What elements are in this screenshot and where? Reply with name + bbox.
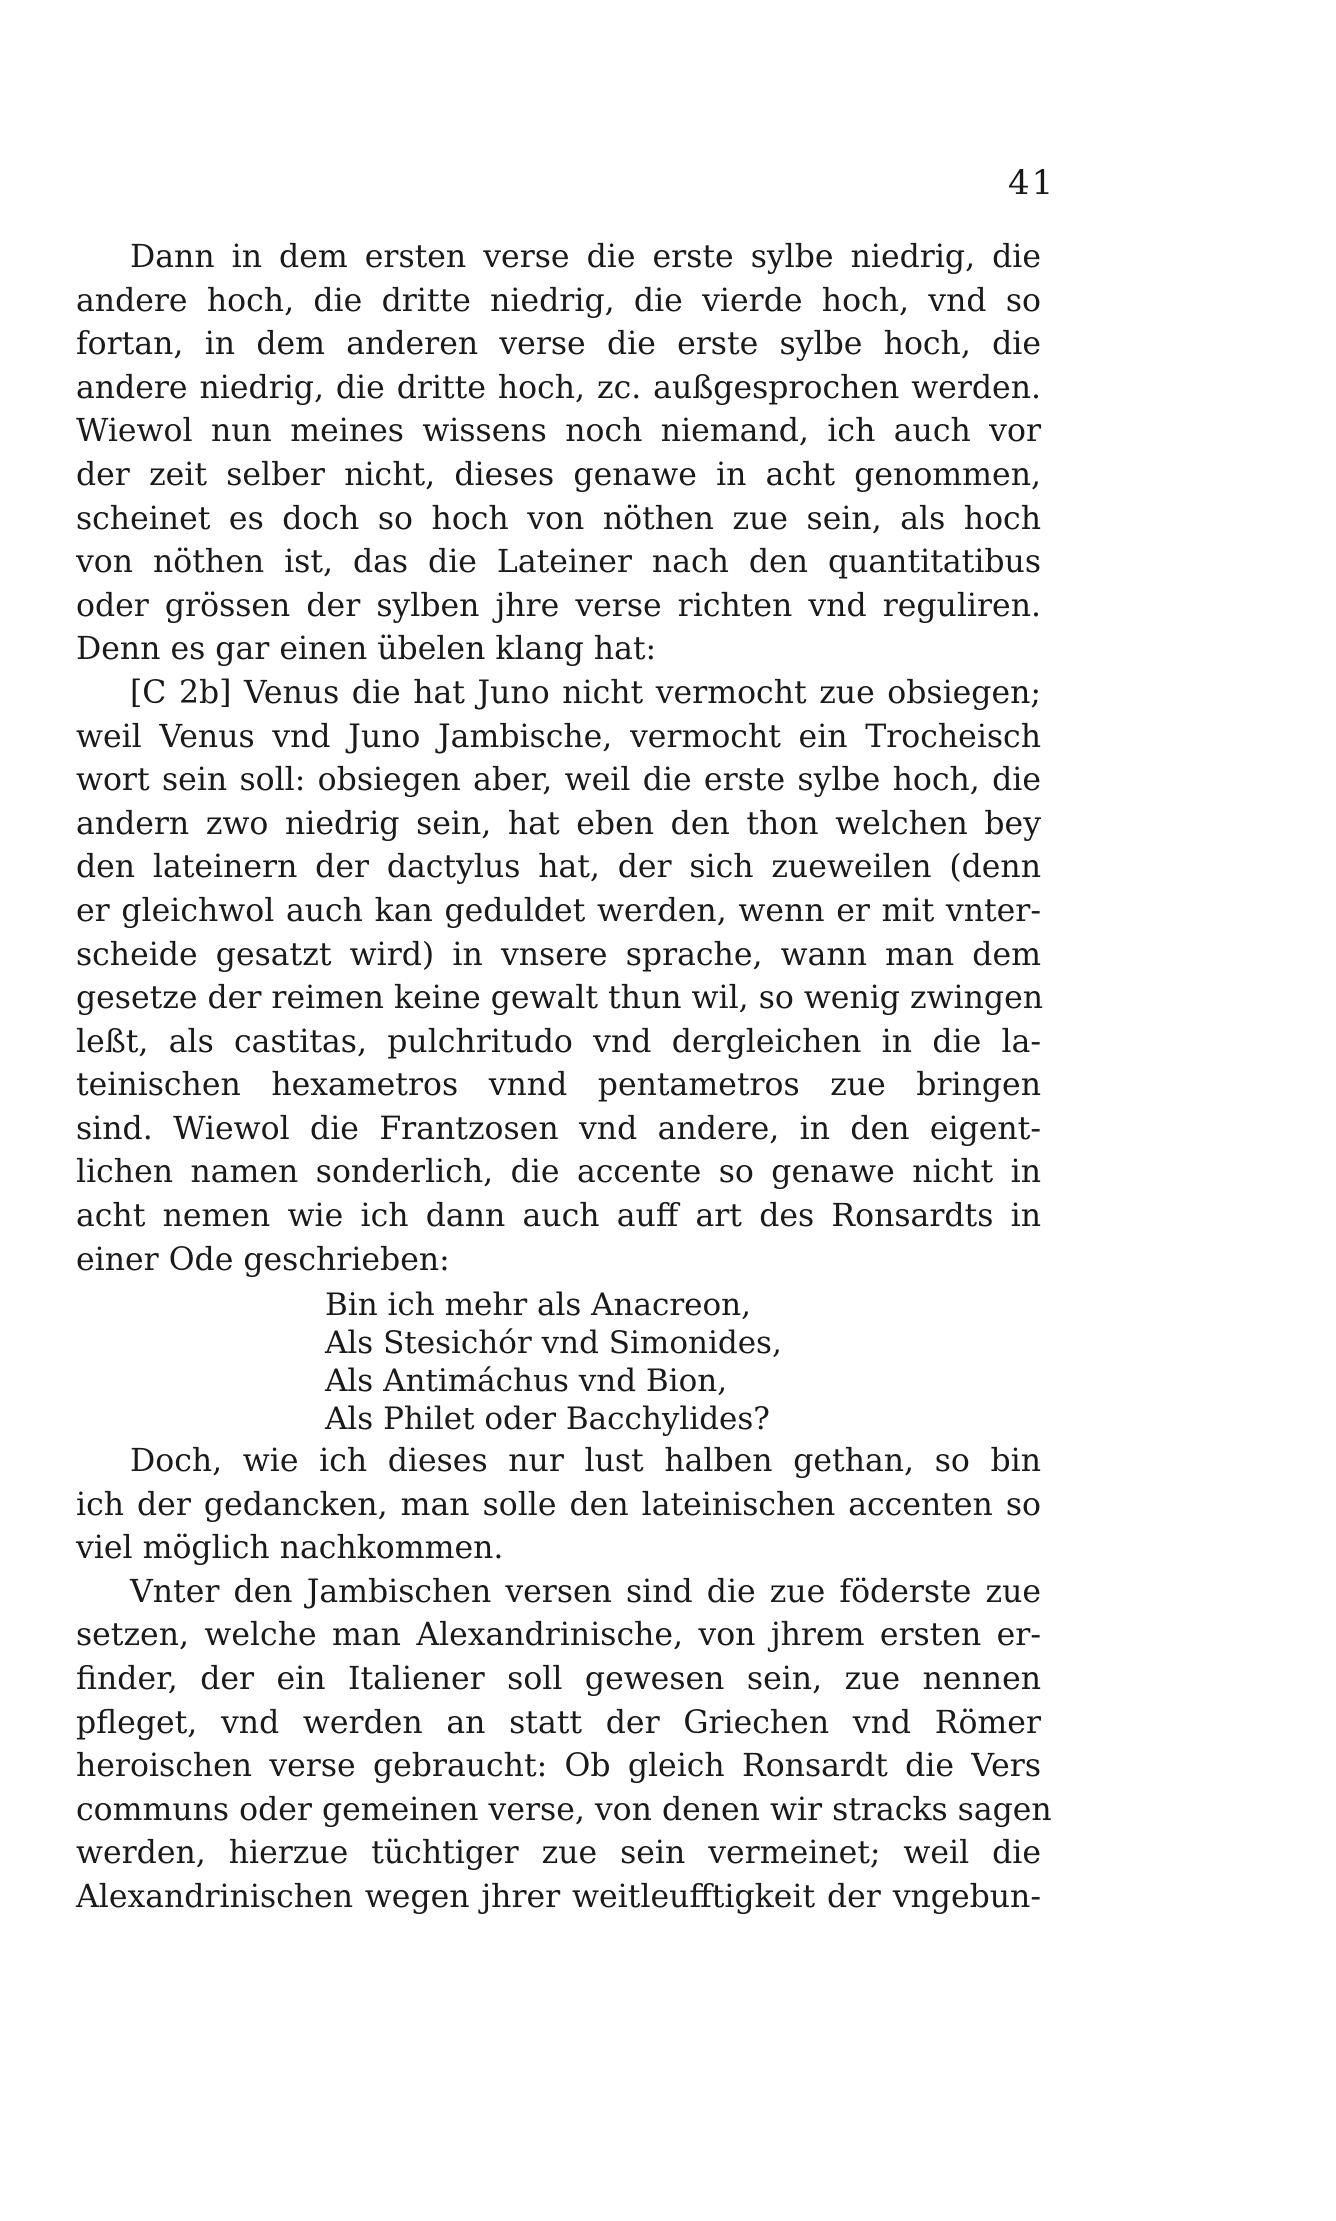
page-number: 41 — [1008, 163, 1056, 203]
text-line: Denn es gar einen übelen klang hat: — [76, 631, 657, 668]
text-line: werden, hierzue tüchtiger zue sein vermeinet; weil die — [76, 1835, 1041, 1872]
text-line: einer Ode geschrieben: — [76, 1241, 450, 1278]
text-line: andern zwo niedrig sein, hat eben den thon welchen bey — [76, 805, 1041, 842]
text-line: Vnter den Jambischen versen sind die zue föderste zue — [130, 1573, 1041, 1610]
verse-line: Als Philet oder Bacchylides? — [325, 1401, 770, 1437]
quoted-verse — [325, 1286, 925, 1438]
text-line: acht nemen wie ich dann auch auff art des Ronsardts in — [76, 1198, 1041, 1235]
text-line: Dann in dem ersten verse die erste sylbe niedrig, die — [130, 239, 1041, 275]
text-line: scheide gesatzt wird) in vnsere sprache, wann man dem — [76, 936, 1041, 973]
text-line: gesetze der reimen keine gewalt thun wil, so wenig zwingen — [76, 980, 1043, 1017]
text-line: Doch, wie ich dieses nur lust halben gethan, so bin — [130, 1443, 1041, 1479]
text-line: lichen namen sonderlich, die accente so genawe nicht in — [76, 1154, 1041, 1191]
verse-line: Als Antimáchus vnd Bion, — [325, 1363, 728, 1399]
text-line: leßt, als castitas, pulchritudo vnd dergleichen in die la- — [76, 1023, 1041, 1060]
text-line: ich der gedancken, man solle den lateinischen accenten so — [76, 1486, 1041, 1523]
text-line: er gleichwol auch kan geduldet werden, wenn er mit vnter- — [76, 892, 1041, 929]
text-line: communs oder gemeinen verse, von denen wir stracks sagen — [76, 1791, 1052, 1828]
text-line: finder, der ein Italiener soll gewesen sein, zue nennen — [76, 1660, 1041, 1697]
verse-line: Bin ich mehr als Anacreon, — [325, 1287, 751, 1323]
text-line: weil Venus vnd Juno Jambische, vermocht ein Trocheisch — [76, 718, 1041, 755]
text-line: von nöthen ist, das die Lateiner nach den quantitatibus — [76, 544, 1041, 581]
text-line: fortan, in dem anderen verse die erste sylbe hoch, die — [76, 326, 1041, 363]
text-line: setzen, welche man Alexandrinische, von jhrem ersten er- — [76, 1617, 1041, 1654]
verse-line: Als Stesichór vnd Simonides, — [325, 1325, 782, 1361]
text-line: der zeit selber nicht, dieses genawe in acht genommen, — [76, 456, 1041, 493]
text-line: andere niedrig, die dritte hoch, zc. außgesprochen werden. — [76, 369, 1041, 406]
text-line: Wiewol nun meines wissens noch niemand, ich auch vor — [76, 413, 1041, 450]
text-line: wort sein soll: obsiegen aber, weil die erste sylbe hoch, die — [76, 762, 1041, 799]
main-paragraph — [76, 236, 1041, 1282]
text-line: oder grössen der sylben jhre verse richten vnd reguliren. — [76, 587, 1041, 624]
text-line: den lateinern der dactylus hat, der sich zueweilen (denn — [76, 849, 1041, 886]
text-line: andere hoch, die dritte niedrig, die vierde hoch, vnd so — [76, 282, 1041, 319]
text-line: heroischen verse gebraucht: Ob gleich Ronsardt die Vers — [76, 1748, 1041, 1785]
text-line: viel möglich nachkommen. — [76, 1530, 504, 1567]
text-line: [C 2b] Venus die hat Juno nicht vermocht zue obsiegen; — [130, 674, 1041, 711]
text-line: sind. Wiewol die Frantzosen vnd andere, in den eigent- — [76, 1110, 1041, 1147]
closing-paragraphs — [76, 1440, 1052, 1920]
text-line: pfleget, vnd werden an statt der Griechen vnd Römer — [76, 1704, 1041, 1741]
text-line: Alexandrinischen wegen jhrer weitleufftigkeit der vngebun- — [76, 1878, 1041, 1915]
text-line: scheinet es doch so hoch von nöthen zue sein, als hoch — [76, 500, 1041, 537]
text-line: teinischen hexametros vnnd pentametros zue bringen — [76, 1067, 1041, 1104]
